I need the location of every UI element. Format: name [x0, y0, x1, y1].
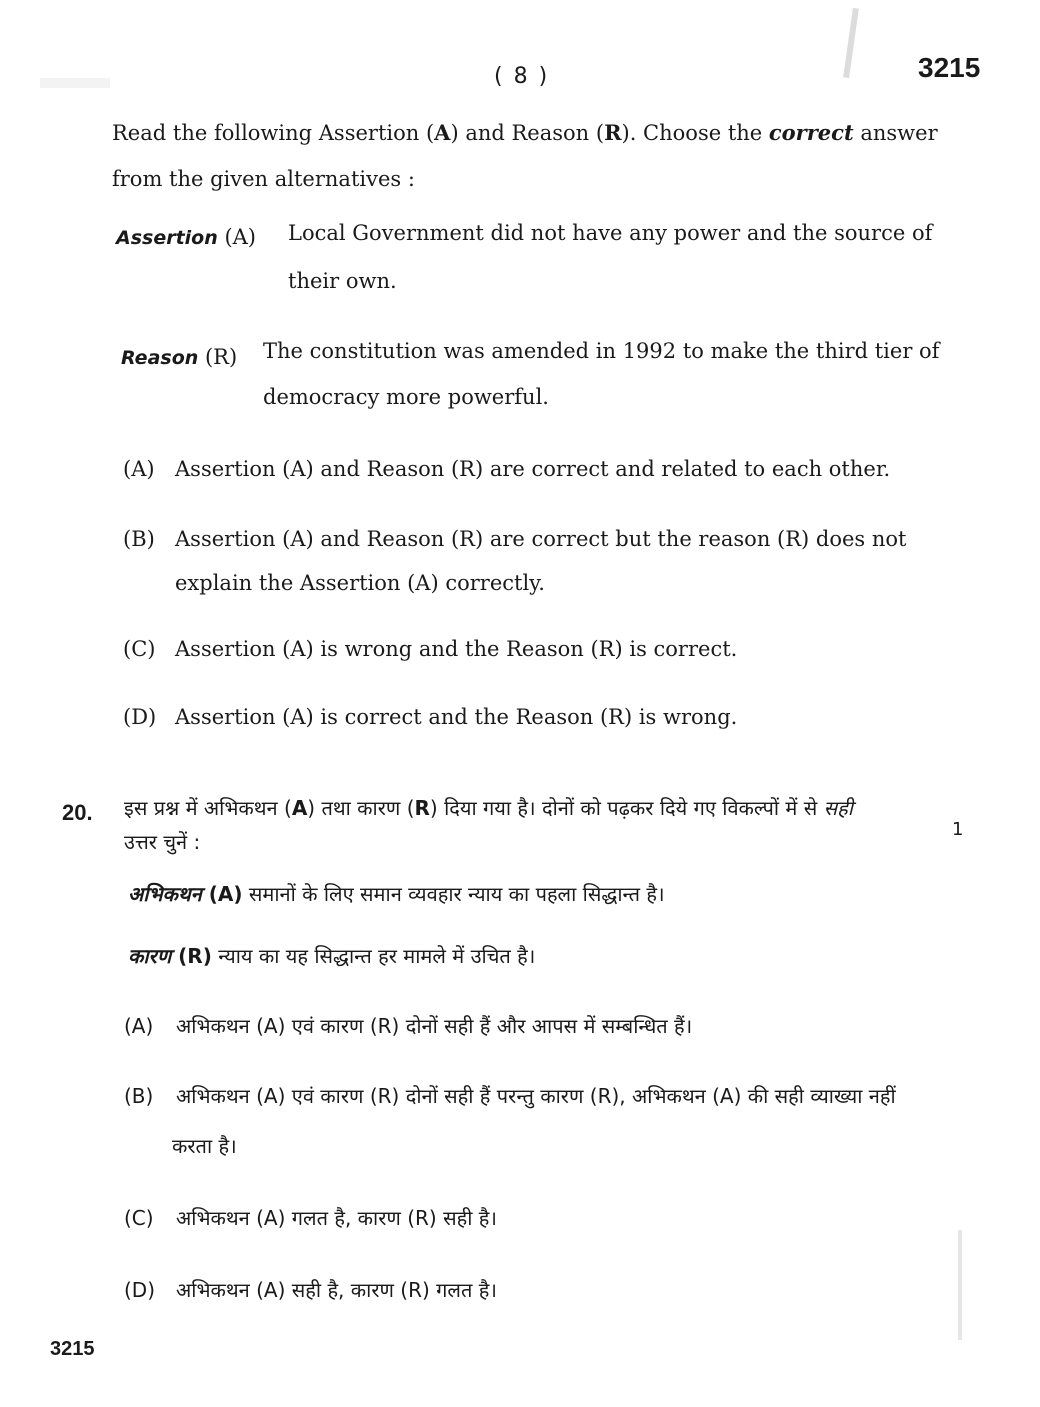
q19-assertion-line1: Local Government did not have any power and the source of — [288, 221, 933, 245]
q20-reason — [128, 934, 535, 978]
option-text: Assertion (A) and Reason (R) are correct and related to each other. — [175, 457, 891, 481]
q19-option-b-line2: explain the Assertion (A) correctly. — [175, 571, 545, 595]
scan-smudge — [843, 8, 859, 78]
page-number: ( 8 ) — [494, 64, 550, 89]
option-letter: (C) — [124, 1206, 154, 1230]
q19-instruction-line2: from the given alternatives : — [112, 167, 415, 191]
q20-instruction-text: ) तथा कारण ( — [307, 796, 415, 820]
q19-option-a — [123, 446, 890, 492]
q19-assertion-label — [116, 214, 256, 261]
q19-instruction-r: R — [604, 120, 622, 145]
q19-instruction-text: Read the following Assertion ( — [112, 121, 435, 145]
option-text: अभिकथन (A) सही है, कारण (R) गलत है। — [176, 1278, 497, 1302]
q19-instruction-text: ). Choose the — [621, 121, 769, 145]
q19-instruction-text: answer — [853, 121, 938, 145]
q19-instruction-emphasis: correct — [768, 120, 854, 145]
q20-marks: 1 — [952, 819, 964, 840]
reason-tag-hi: (R) — [171, 944, 212, 968]
q20-instruction — [124, 786, 974, 830]
q19-instruction-text: ) and Reason ( — [450, 121, 605, 145]
q19-reason-line2: democracy more powerful. — [263, 385, 549, 409]
q20-option-a — [124, 1004, 692, 1048]
paper-code-bottom: 3215 — [50, 1338, 95, 1360]
q19-option-b — [123, 516, 906, 562]
q20-instruction-r: R — [414, 796, 430, 820]
option-text: अभिकथन (A) एवं कारण (R) दोनों सही हैं परन्तु कारण (R), अभिकथन (A) की सही व्याख्या नहीं — [176, 1084, 896, 1108]
assertion-label: Assertion — [116, 227, 218, 249]
q19-option-d — [123, 694, 737, 740]
reason-label: Reason — [121, 347, 199, 369]
q20-instruction-line2: उत्तर चुनें : — [124, 830, 201, 854]
q20-option-d — [124, 1268, 497, 1312]
option-text: अभिकथन (A) एवं कारण (R) दोनों सही हैं और आपस में सम्बन्धित हैं। — [176, 1014, 693, 1038]
q20-instruction-text: ) दिया गया है। दोनों को पढ़कर दिये गए विकल्पों में से — [429, 796, 824, 820]
assertion-text-hi: समानों के लिए समान व्यवहार न्याय का पहला सिद्धान्त है। — [242, 882, 665, 906]
q19-reason-line1: The constitution was amended in 1992 to make the third tier of — [263, 339, 940, 363]
option-letter: (A) — [123, 457, 155, 481]
option-letter: (D) — [123, 705, 157, 729]
q19-option-c — [123, 626, 737, 672]
scan-smudge — [958, 1230, 962, 1340]
q20-option-c — [124, 1196, 497, 1240]
option-letter: (D) — [124, 1278, 156, 1302]
q19-reason-label — [121, 334, 237, 381]
assertion-tag: (A) — [217, 225, 256, 249]
q20-option-b-line2: करता है। — [172, 1134, 237, 1158]
assertion-label-hi: अभिकथन — [128, 882, 202, 906]
assertion-tag-hi: (A) — [201, 882, 243, 906]
paper-code-top: 3215 — [918, 52, 981, 83]
q20-option-b — [124, 1074, 984, 1118]
reason-tag: (R) — [198, 345, 238, 369]
option-letter: (B) — [124, 1084, 154, 1108]
q20-instruction-emphasis: सही — [823, 796, 853, 820]
option-text: Assertion (A) is correct and the Reason (R) is wrong. — [175, 705, 738, 729]
q19-assertion-line2: their own. — [288, 269, 397, 293]
q20-instruction-a: A — [291, 796, 308, 820]
reason-label-hi: कारण — [128, 944, 172, 968]
q20-instruction-text: इस प्रश्न में अभिकथन ( — [124, 796, 292, 820]
option-text: Assertion (A) and Reason (R) are correct but the reason (R) does not — [175, 527, 907, 551]
option-text: Assertion (A) is wrong and the Reason (R) is correct. — [175, 637, 738, 661]
option-text: अभिकथन (A) गलत है, कारण (R) सही है। — [176, 1206, 497, 1230]
q20-number: 20. — [62, 800, 93, 825]
reason-text-hi: न्याय का यह सिद्धान्त हर मामले में उचित है। — [211, 944, 536, 968]
q20-assertion — [128, 872, 665, 916]
option-letter: (A) — [124, 1014, 154, 1038]
scan-smudge — [40, 78, 110, 88]
option-letter: (B) — [123, 527, 155, 551]
option-letter: (C) — [123, 637, 156, 661]
q19-instruction — [112, 110, 992, 156]
q19-instruction-a: A — [434, 120, 451, 145]
